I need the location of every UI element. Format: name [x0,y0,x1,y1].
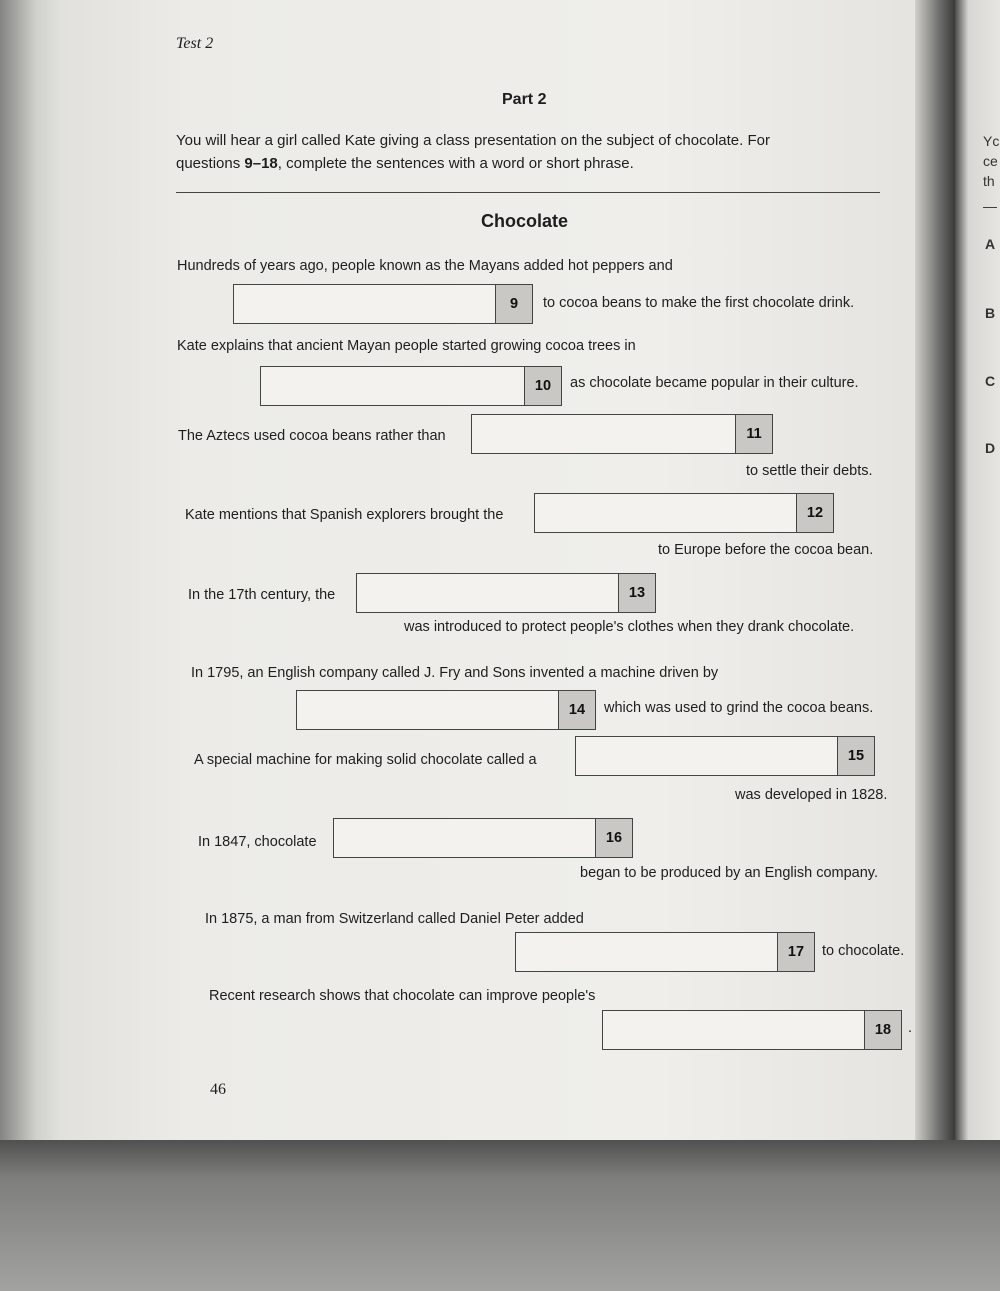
q9-number: 9 [495,284,533,324]
q15-number: 15 [837,736,875,776]
q12-text-after: to Europe before the cocoa bean. [658,542,874,558]
q11-text-after: to settle their debts. [746,463,873,479]
page-number: 46 [210,1081,226,1098]
q14-number: 14 [558,690,596,730]
next-page-fragment-7: C [985,373,996,389]
q11-answer-box[interactable] [471,414,773,454]
part-heading: Part 2 [502,91,547,108]
q12-answer-box[interactable] [534,493,834,533]
next-page-fragment-6: B [985,305,996,321]
q14-text-before: In 1795, an English company called J. Fry and Sons invented a machine driven by [191,665,719,681]
test-label: Test 2 [176,35,214,52]
next-page-fragment-4: — [983,198,997,214]
q18-text-after: . [908,1020,913,1036]
page-edge-shadow [0,0,60,1140]
q13-text-after: was introduced to protect people's clothes when they drank chocolate. [404,619,855,635]
q13-number: 13 [618,573,656,613]
q16-number: 16 [595,818,633,858]
divider-rule [176,192,880,193]
q10-text-before: Kate explains that ancient Mayan people started growing cocoa trees in [177,338,636,354]
q15-text-before: A special machine for making solid chocolate called a [194,752,537,768]
q9-text-after: to cocoa beans to make the first chocolate drink. [543,295,855,311]
next-page-fragment-8: D [985,440,996,456]
q17-text-after: to chocolate. [822,943,905,959]
instructions-line-1: You will hear a girl called Kate giving a class presentation on the subject of chocolate. For [176,132,770,149]
q18-answer-box[interactable] [602,1010,902,1050]
q9-answer-box[interactable] [233,284,533,324]
q9-text-before: Hundreds of years ago, people known as the Mayans added hot peppers and [177,258,673,274]
q14-answer-box[interactable] [296,690,596,730]
q12-text-before: Kate mentions that Spanish explorers brought the [185,507,504,523]
scan-bottom-shadow [0,1140,1000,1291]
next-page-fragment-5: A [985,236,996,252]
q17-text-before: In 1875, a man from Switzerland called Daniel Peter added [205,911,584,927]
q11-number: 11 [735,414,773,454]
book-spine [915,0,955,1150]
q14-text-after: which was used to grind the cocoa beans. [604,700,874,716]
next-page-fragment-2: ce [983,153,998,169]
q15-text-after: was developed in 1828. [735,787,888,803]
next-page-fragment-1: Yc [983,133,1000,149]
q10-answer-box[interactable] [260,366,562,406]
q13-text-before: In the 17th century, the [188,587,336,603]
q18-text-before: Recent research shows that chocolate can improve people's [209,988,596,1004]
q10-text-after: as chocolate became popular in their culture. [570,375,859,391]
q18-number: 18 [864,1010,902,1050]
q17-number: 17 [777,932,815,972]
q17-answer-box[interactable] [515,932,815,972]
q13-answer-box[interactable] [356,573,656,613]
section-title: Chocolate [481,211,569,231]
q11-text-before: The Aztecs used cocoa beans rather than [178,428,446,444]
q16-text-before: In 1847, chocolate [198,834,317,850]
q10-number: 10 [524,366,562,406]
q12-number: 12 [796,493,834,533]
instructions-line-2: questions 9–18, complete the sentences with a word or short phrase. [176,155,634,172]
next-page-fragment-3: th [983,173,995,189]
q16-text-after: began to be produced by an English company. [580,865,878,881]
q15-answer-box[interactable] [575,736,875,776]
q16-answer-box[interactable] [333,818,633,858]
